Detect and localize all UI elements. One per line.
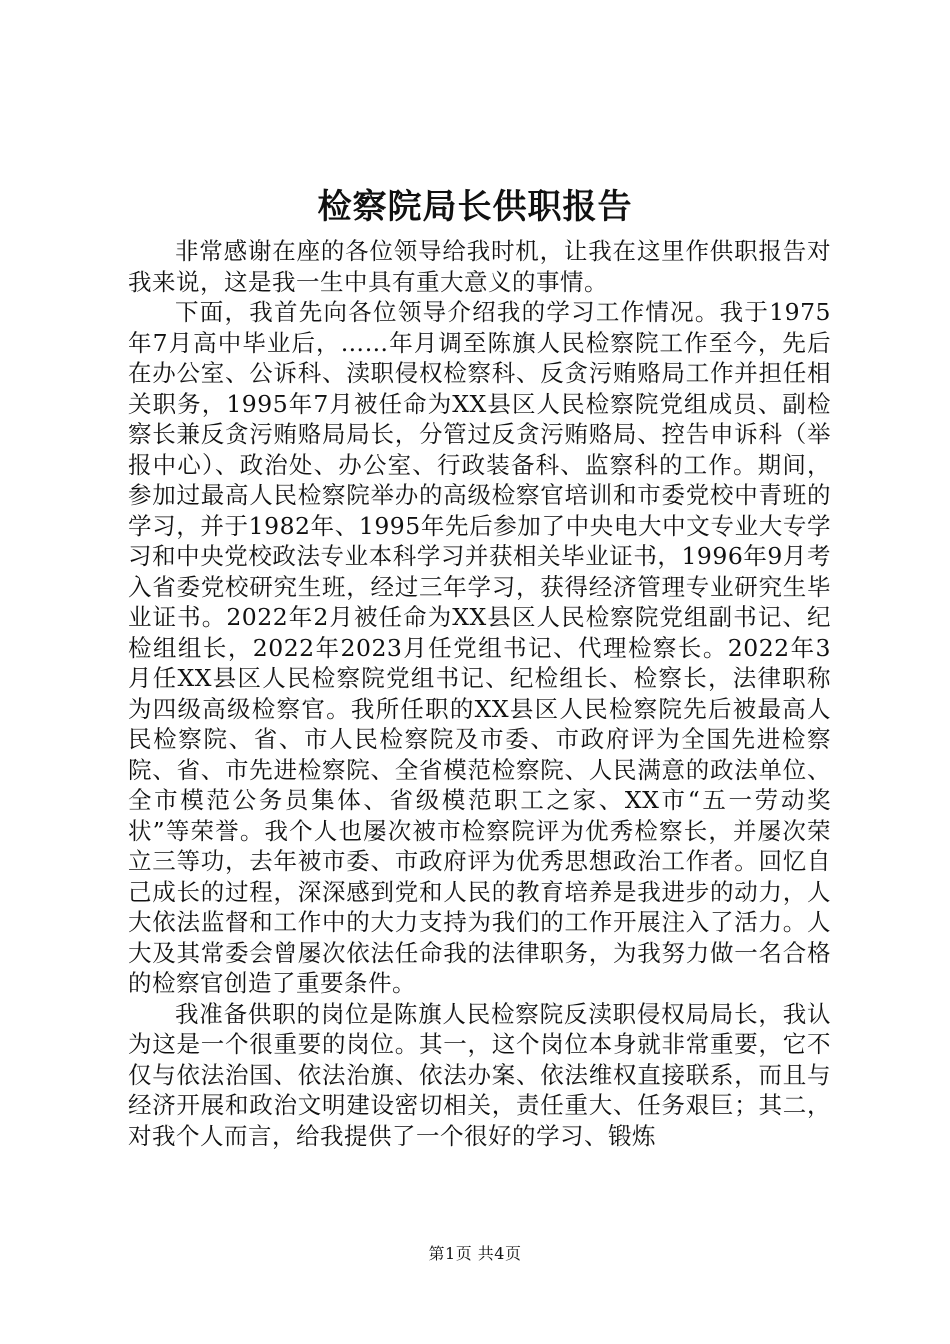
document-title: 检察院局长供职报告 <box>317 187 633 227</box>
page-number-footer: 第1页 共4页 <box>428 1244 522 1263</box>
paragraph-intro: 非常感谢在座的各位领导给我时机，让我在这里作供职报告对我来说，这是我一生中具有重大意义的事情。 <box>128 237 831 296</box>
paragraph-work-history: 下面，我首先向各位领导介绍我的学习工作情况。我于1975年7月高中毕业后，……年月调至陈旗人民检察院工作至今，先后在办公室、公诉科、渎职侵权检察科、反贪污贿赂局工作并担任相关职务，1995年7月被任命为XX县区人民检察院党组成员、副检察长兼反贪污贿赂局局长，分管过反贪污贿赂局、控告申诉科（举报中心）、政治处、办公室、行政装备科、监察科的工作。期间，参加过最高人民检察院举办的高级检察官培训和市委党校中青班的学习，并于1982年、1995年先后参加了中央电大中文专业大专学习和中央党校政法专业本科学习并获相关毕业证书，1996年9月考入省委党校研究生班，经过三年学习，获得经济管理专业研究生毕业证书。2022年2月被任命为XX县区人民检察院党组副书记、纪检组组长，2022年2023月任党组书记、代理检察长。2022年3月任XX县区人民检察院党组书记、纪检组长、检察长，法律职称为四级高级检察官。我所任职的XX县区人民检察院先后被最高人民检察院、省、市人民检察院及市委、市政府评为全国先进检察院、省、市先进检察院、全省模范检察院、人民满意的政法单位、全市模范公务员集体、省级模范职工之家、XX市“五一劳动奖状”等荣誉。我个人也屡次被市检察院评为优秀检察长，并屡次荣立三等功，去年被市委、市政府评为优秀思想政治工作者。回忆自己成长的过程，深深感到党和人民的教育培养是我进步的动力，人大依法监督和工作中的大力支持为我们的工作开展注入了活力。人大及其常委会曾屡次依法任命我的法律职务，为我努力做一名合格的检察官创造了重要条件。 <box>128 298 831 997</box>
paragraph-position: 我准备供职的岗位是陈旗人民检察院反渎职侵权局局长，我认为这是一个很重要的岗位。其一，这个岗位本身就非常重要，它不仅与依法治国、依法治旗、依法办案、依法维权直接联系，而且与经济开展和政治文明建设密切相关，责任重大、任务艰巨；其二，对我个人而言，给我提供了一个很好的学习、锻炼 <box>128 999 831 1150</box>
document-body <box>128 236 831 1151</box>
